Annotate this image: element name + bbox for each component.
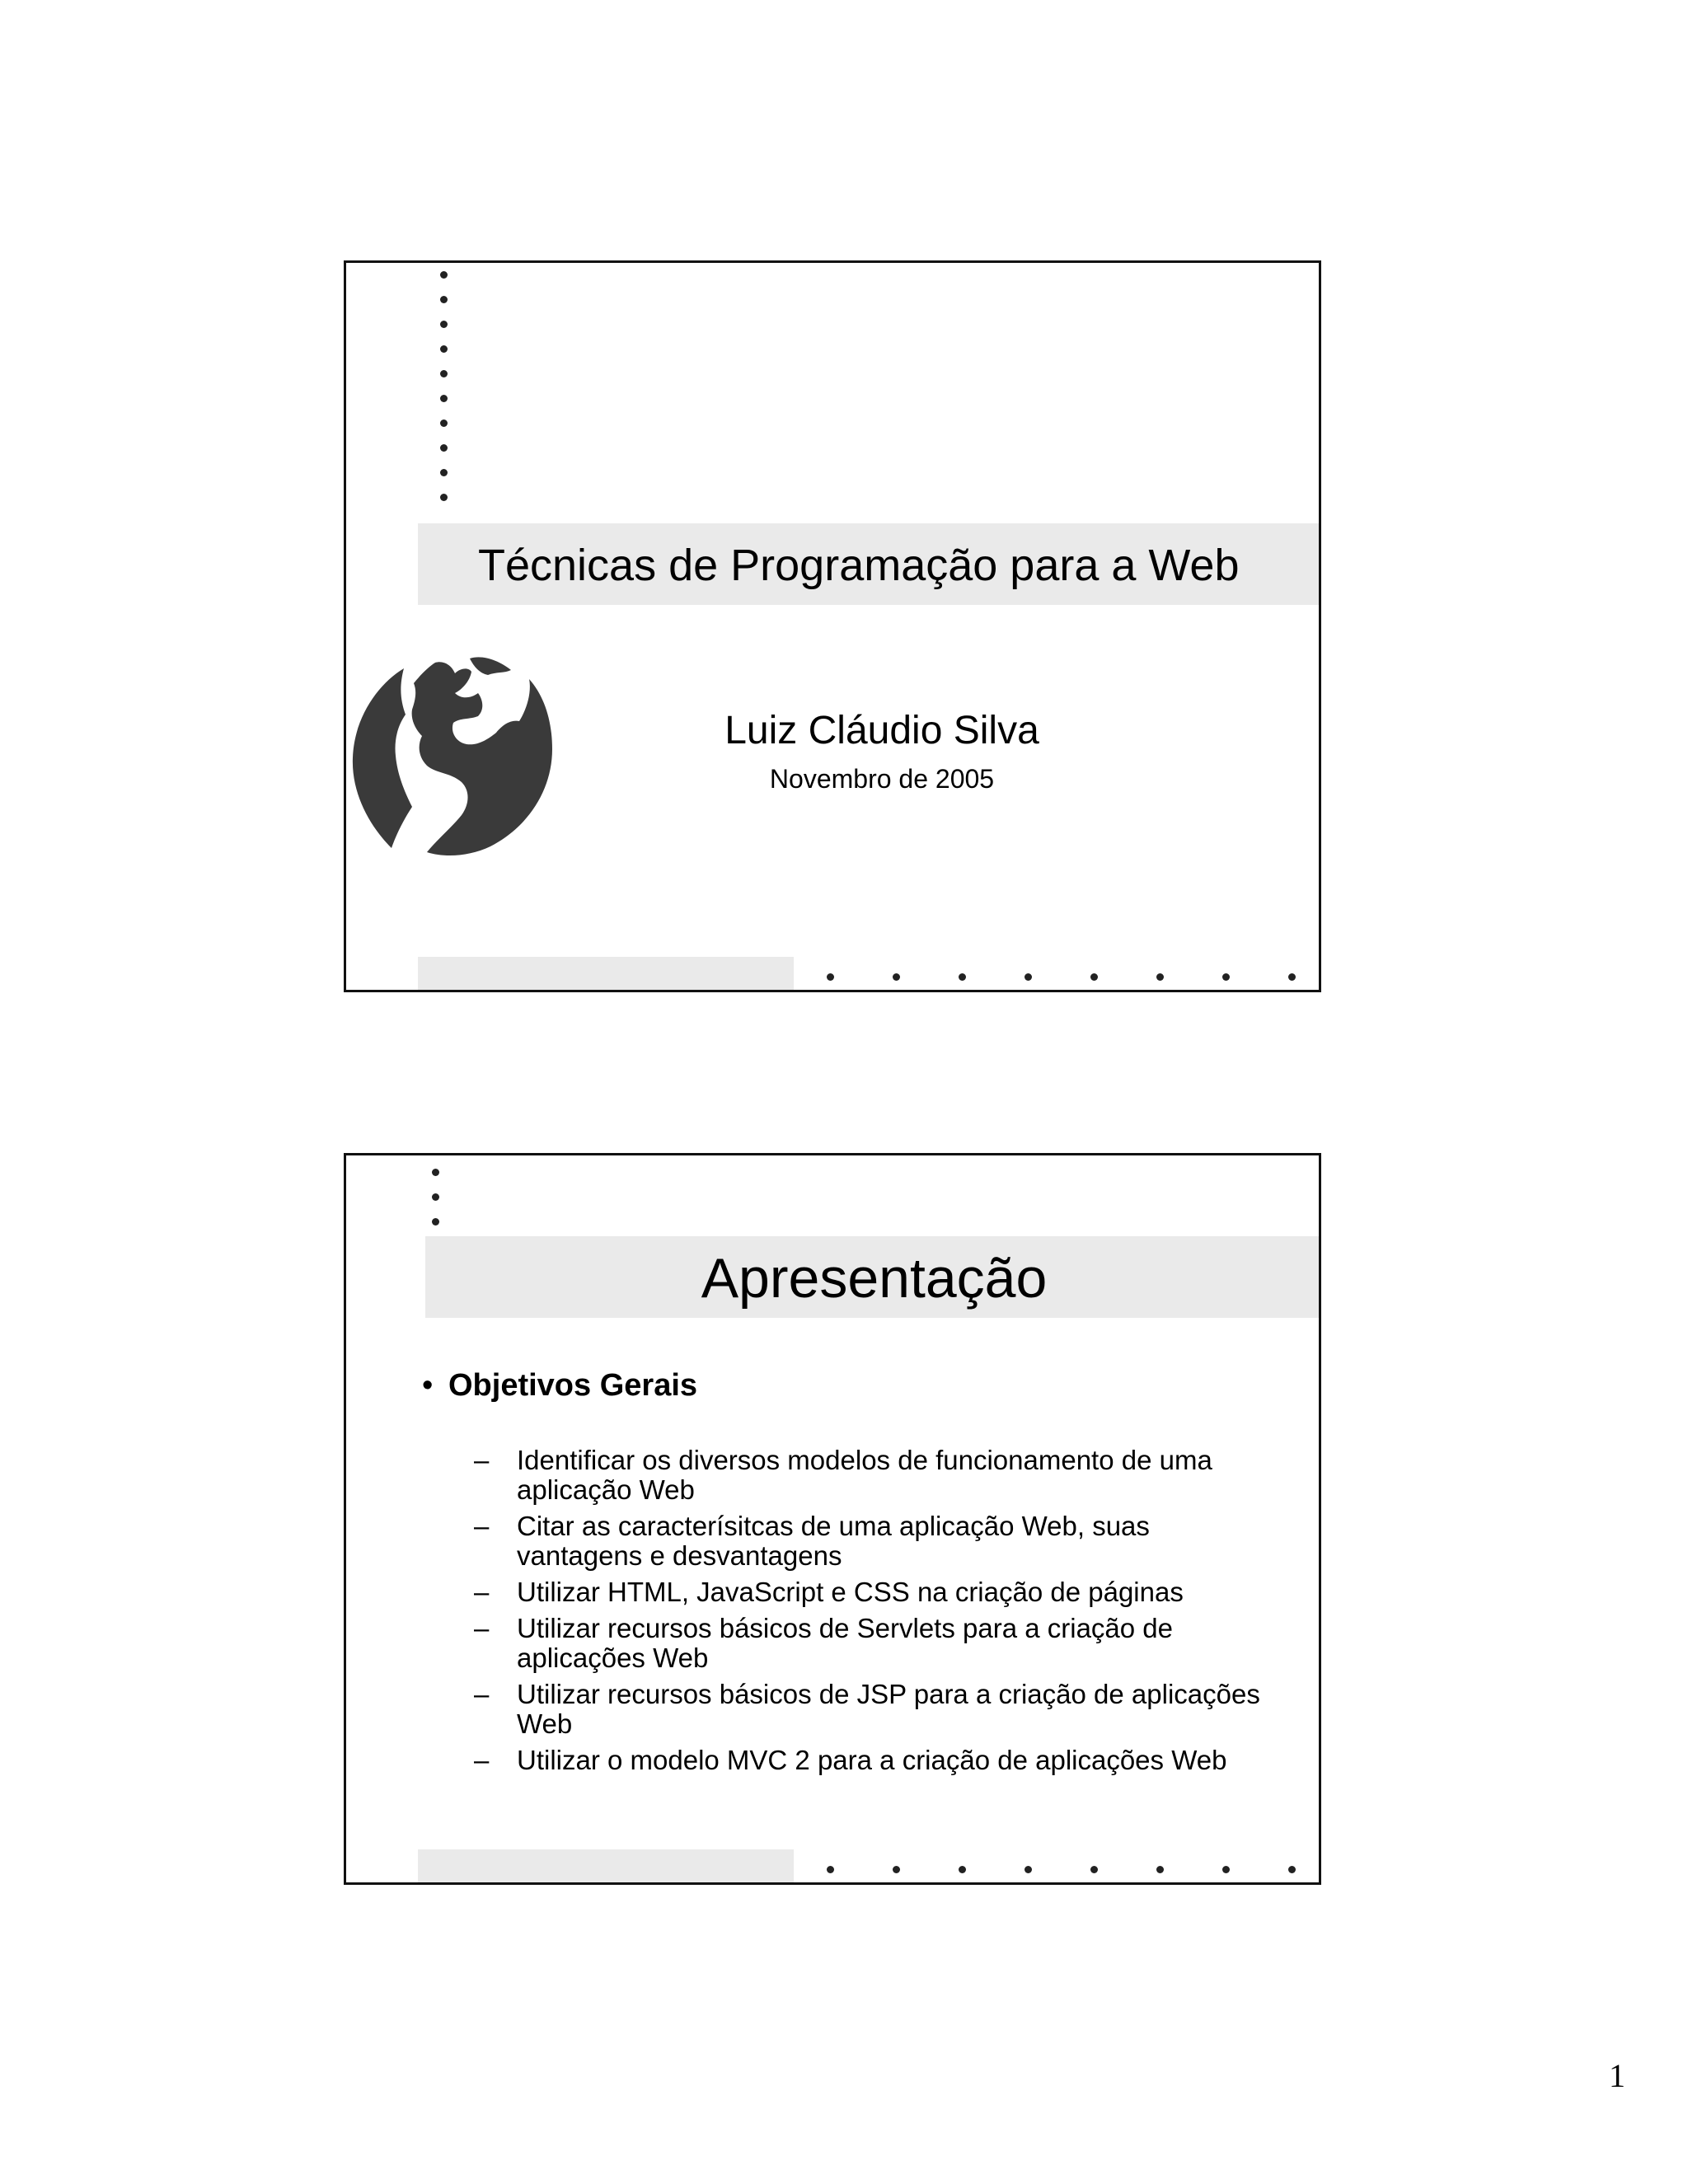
- bullet-heading: [422, 1368, 697, 1404]
- bullet-heading-text: Objetivos Gerais: [448, 1368, 698, 1403]
- vertical-dots-decoration: [440, 271, 448, 502]
- presentation-date: Novembro de 2005: [769, 764, 995, 794]
- bullet-icon: •: [422, 1368, 434, 1403]
- list-item: – Utilizar recursos básicos de JSP para a criação de aplicações Web: [474, 1680, 1265, 1739]
- slide-title-text: Apresentação: [701, 1247, 1048, 1310]
- slide-apresentacao: [344, 1153, 1321, 1885]
- list-item: – Citar as caracterísitcas de uma aplicação Web, suas vantagens e desvantagens: [474, 1511, 1265, 1571]
- author-name: Luiz Cláudio Silva: [724, 709, 1039, 752]
- globe-icon: [346, 650, 569, 865]
- page-number: 1: [1609, 2057, 1625, 2094]
- list-item: – Utilizar o modelo MVC 2 para a criação de aplicações Web: [474, 1746, 1265, 1775]
- list-item: – Utilizar recursos básicos de Servlets para a criação de aplicações Web: [474, 1614, 1265, 1673]
- list-item: – Identificar os diversos modelos de funcionamento de uma aplicação Web: [474, 1446, 1265, 1505]
- bottom-band: [418, 957, 794, 990]
- objectives-list: [474, 1446, 1265, 1782]
- bottom-band: [418, 1849, 794, 1882]
- horizontal-dots-decoration: [827, 973, 1313, 982]
- slide-title-text: Técnicas de Programação para a Web: [478, 541, 1240, 590]
- list-item: – Utilizar HTML, JavaScript e CSS na criação de páginas: [474, 1577, 1265, 1607]
- horizontal-dots-decoration: [827, 1866, 1313, 1874]
- slide-title: [344, 260, 1321, 992]
- vertical-dots-decoration: [432, 1169, 440, 1226]
